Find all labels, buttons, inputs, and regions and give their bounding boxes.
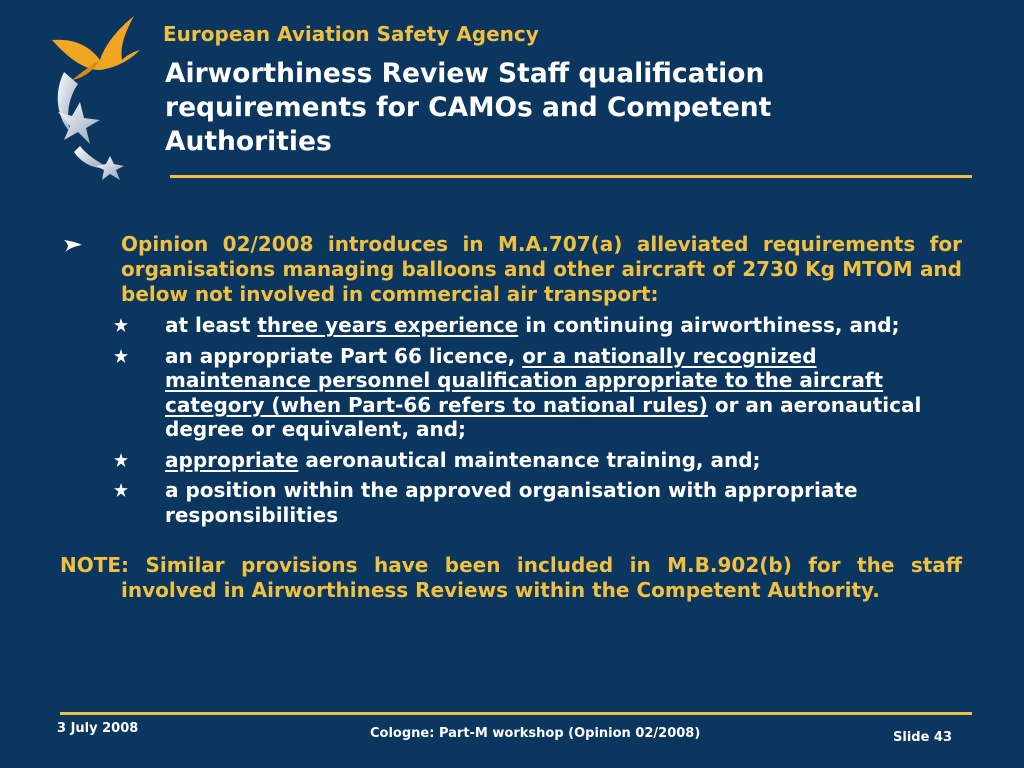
- footer-divider: [60, 712, 972, 715]
- item-text: at least: [165, 313, 258, 337]
- item-emphasis: three years experience: [257, 313, 519, 337]
- header-divider: [170, 175, 972, 178]
- agency-name: European Aviation Safety Agency: [163, 22, 539, 46]
- bullet-main-text: Opinion 02/2008 introduces in M.A.707(a) alleviated requirements for organisations managing balloons and other aircraft of 2730 Kg MTOM and below not involved in commercial air transport:: [121, 232, 962, 306]
- slide-title: Airworthiness Review Staff qualification requirements for CAMOs and Competent Authorities: [165, 58, 772, 157]
- item-text: or an aeronautical degree or equivalent, and;: [165, 392, 922, 441]
- star-bullet-icon: [114, 483, 128, 497]
- item-text: an appropriate Part 66 licence,: [165, 343, 523, 368]
- footer-date: 3 July 2008: [57, 721, 139, 736]
- slide-content: [60, 232, 962, 623]
- star-bullet-icon: [114, 318, 128, 332]
- slide-number: Slide 43: [893, 730, 953, 745]
- bullet-main: [60, 232, 962, 307]
- item-emphasis: appropriate: [165, 447, 299, 472]
- list-item: [60, 478, 962, 527]
- footer-event: Cologne: Part-M workshop (Opinion 02/2008): [370, 726, 701, 741]
- arrow-bullet-icon: [62, 236, 84, 254]
- requirement-list: [60, 313, 962, 527]
- list-item: [60, 344, 962, 442]
- easa-logo: [44, 12, 148, 184]
- item-emphasis: or a nationally recognized maintenance personnel qualification appropriate to the aircraft category (when Part-66 refers to national rules): [165, 343, 884, 417]
- note-paragraph: NOTE: Similar provisions have been included in M.B.902(b) for the staff involved in Airworthiness Reviews within the Competent Authority.: [60, 553, 962, 602]
- item-text: a position within the approved organisation with appropriate responsibilities: [165, 478, 858, 527]
- item-text: aeronautical maintenance training, and;: [298, 447, 761, 472]
- list-item: [60, 448, 962, 473]
- star-bullet-icon: [114, 453, 128, 467]
- item-text: in continuing airworthiness, and;: [518, 313, 900, 337]
- star-bullet-icon: [114, 349, 128, 363]
- list-item: [60, 313, 962, 338]
